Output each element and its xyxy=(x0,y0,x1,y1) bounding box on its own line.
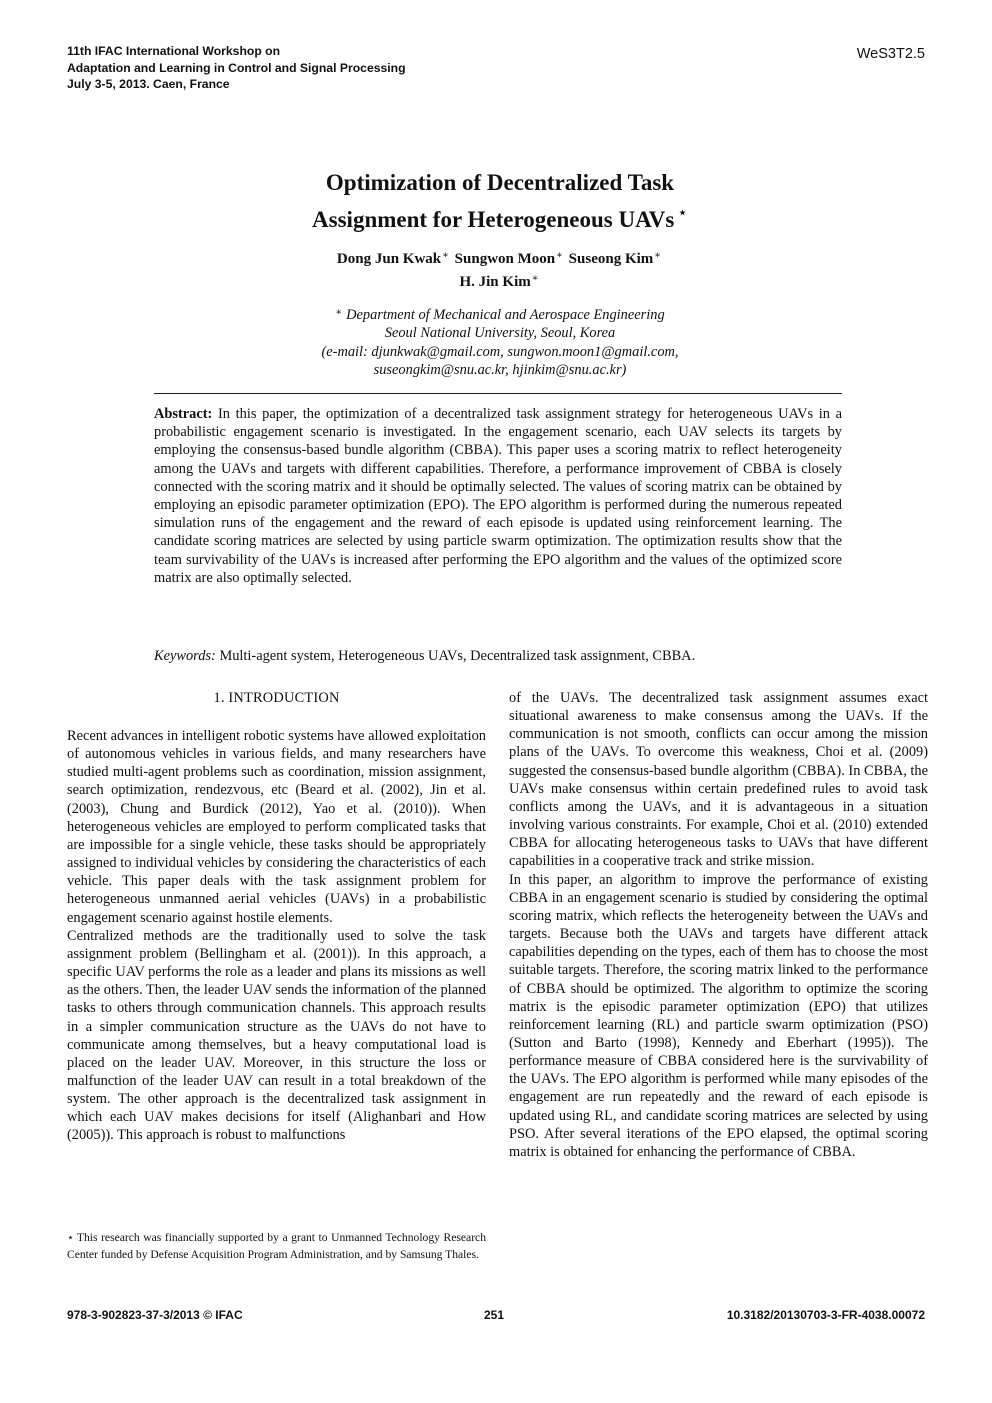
paper-title xyxy=(150,168,850,235)
affiliation-emails: (e-mail: djunkwak@gmail.com, sungwon.moon1@gmail.com, xyxy=(321,343,679,360)
conference-line: 11th IFAC International Workshop on xyxy=(67,44,281,58)
funding-footnote xyxy=(67,1230,486,1263)
conference-header xyxy=(67,43,406,93)
author-line-2 xyxy=(150,269,850,292)
title-line-1: Optimization of Decentralized Task xyxy=(325,170,675,195)
author-affil-mark: ∗ xyxy=(654,250,662,261)
affiliation-mark: ∗ xyxy=(335,307,343,318)
author-affil-mark: ∗ xyxy=(442,250,449,261)
title-line-2-text: Assignment for Heterogeneous UAVs xyxy=(312,207,675,232)
footer-doi[interactable]: 10.3182/20130703-3-FR-4038.00072 xyxy=(726,1308,925,1322)
left-column xyxy=(67,689,486,1145)
section-heading: 1. INTRODUCTION xyxy=(213,690,340,706)
body-paragraph: Recent advances in intelligent robotic systems have allowed exploitation of autonomous vehicles in various fields, and many researchers have studied multi-agent problems such as coordination, mission assignment, search optimization, rendezvous, etc (Beard et al. (2002), Jin et al. (2003), Chung and Burdick (2012), Yao et al. (2010)). When heterogeneous vehicles are employed to perform complicated tasks that are impossible for a single vehicle, these tasks should be appropriately assigned to individual vehicles by considering the characteristics of each vehicle. This paper deals with the task assignment problem for heterogeneous unmanned aerial vehicles (UAVs) in a probabilistic engagement scenario against hostile elements. xyxy=(67,728,486,926)
footnote-mark: ⋆ xyxy=(67,1232,74,1244)
keywords-text: Multi-agent system, Heterogeneous UAVs, Decentralized task assignment, CBBA. xyxy=(219,648,696,664)
body-paragraph: In this paper, an algorithm to improve the performance of existing CBBA in an engagement scenario is studied by considering the optimal scoring matrix, which reflects the heterogeneity between the UAVs and targets. Because both the UAVs and targets have different attack capabilities depending on the types, each of them has to choose the most suitable targets. Therefore, the scoring matrix linked to the performance of CBBA should be optimized. The algorithm to optimize the scoring matrix is the episodic parameter optimization (EPO) that utilizes reinforcement learning (RL) and particle swarm optimization (PSO) (Sutton and Barto (1998), Kennedy and Eberhart (1995)). The performance measure of CBBA considered here is the survivability of the UAVs. The EPO algorithm is performed while many episodes of the engagement are run repeatedly and the reward of each episode is updated using RL, and candidate scoring matrices are selected by using PSO. After several iterations of the EPO elapsed, the optimal scoring matrix is obtained for enhancing the performance of CBBA. xyxy=(509,871,928,1160)
author-name: H. Jin Kim xyxy=(459,274,531,290)
affiliation-emails: suseongkim@snu.ac.kr, hjinkim@snu.ac.kr) xyxy=(373,361,627,378)
affiliation-line: Seoul National University, Seoul, Korea xyxy=(384,325,616,342)
right-column xyxy=(509,689,928,1161)
title-line-2 xyxy=(150,198,850,235)
abstract xyxy=(154,405,842,587)
session-code: WeS3T2.5 xyxy=(856,46,925,62)
affiliation xyxy=(150,304,850,379)
keywords xyxy=(154,647,842,665)
title-footnote-mark[interactable]: ⋆ xyxy=(677,203,688,222)
author-name: Suseong Kim xyxy=(568,251,654,267)
author-affil-mark: ∗ xyxy=(531,273,539,284)
conference-line: Adaptation and Learning in Control and Signal Processing xyxy=(67,60,406,75)
footer-isbn: 978-3-902823-37-3/2013 © IFAC xyxy=(67,1308,243,1322)
abstract-divider xyxy=(154,393,842,394)
affiliation-line xyxy=(150,304,850,324)
conference-line: July 3-5, 2013. Caen, France xyxy=(67,77,230,91)
affiliation-department: Department of Mechanical and Aerospace Engineering xyxy=(346,307,665,323)
abstract-text: In this paper, the optimization of a decentralized task assignment strategy for heterogeneous UAVs in a probabilistic engagement scenario is investigated. In the engagement scenario, each UAV selects its targets by employing the consensus-based bundle algorithm (CBBA). This paper uses a scoring matrix to reflect heterogeneity among the UAVs and targets with different capabilities. Therefore, a performance improvement of CBBA is closely connected with the scoring matrix and it should be optimally selected. The values of scoring matrix can be obtained by employing an episodic parameter optimization (EPO). The EPO algorithm is performed during the numerous repeated simulation runs of the engagement and the reward of each episode is updated using reinforcement learning. The candidate scoring matrices are selected by using particle swarm optimization. The optimization results show that the team survivability of the UAVs is increased after performing the EPO algorithm and the values of the optimized score matrix are also optimally selected. xyxy=(154,406,842,586)
author-line-1 xyxy=(150,246,850,269)
author-name: Sungwon Moon xyxy=(454,251,556,267)
abstract-label: Abstract: xyxy=(154,406,213,422)
body-paragraph: of the UAVs. The decentralized task assignment assumes exact situational awareness to make consensus among the UAVs. If the communication is not smooth, conflicts can occur among the mission plans of the UAVs. To overcome this weakness, Choi et al. (2009) suggested the consensus-based bundle algorithm (CBBA). In CBBA, the UAVs make consensus within certain predefined rules to avoid task conflicts among the UAVs, and it is advantageous in a situation involving various constraints. For example, Choi et al. (2010) extended CBBA for allocating heterogeneous tasks to UAVs that have different capabilities in a cooperative track and strike mission. xyxy=(509,690,928,870)
body-paragraph: Centralized methods are the traditionally used to solve the task assignment problem (Bellingham et al. (2001)). In this approach, a specific UAV performs the role as a leader and plans its missions as well as the others. Then, the leader UAV sends the information of the planned tasks to others through communication channels. This approach results in a simpler communication structure as the UAVs do not have to communicate among themselves, but a heavy computational load is placed on the leader UAV. Moreover, in this structure the loss or malfunction of the leader UAV can result in a total breakdown of the system. The other approach is the decentralized task assignment in which each UAV makes decisions for itself (Alighanbari and How (2005)). This approach is robust to malfunctions xyxy=(67,927,486,1144)
page-number: 251 xyxy=(484,1308,505,1322)
keywords-label: Keywords: xyxy=(154,648,216,664)
author-affil-mark: ∗ xyxy=(556,250,563,261)
author-name: Dong Jun Kwak xyxy=(336,251,442,267)
footnote-text: This research was financially supported by a grant to Unmanned Technology Research Center funded by Defense Acquisition Program Administration, and by Samsung Thales. xyxy=(67,1231,486,1261)
author-list xyxy=(150,246,850,292)
